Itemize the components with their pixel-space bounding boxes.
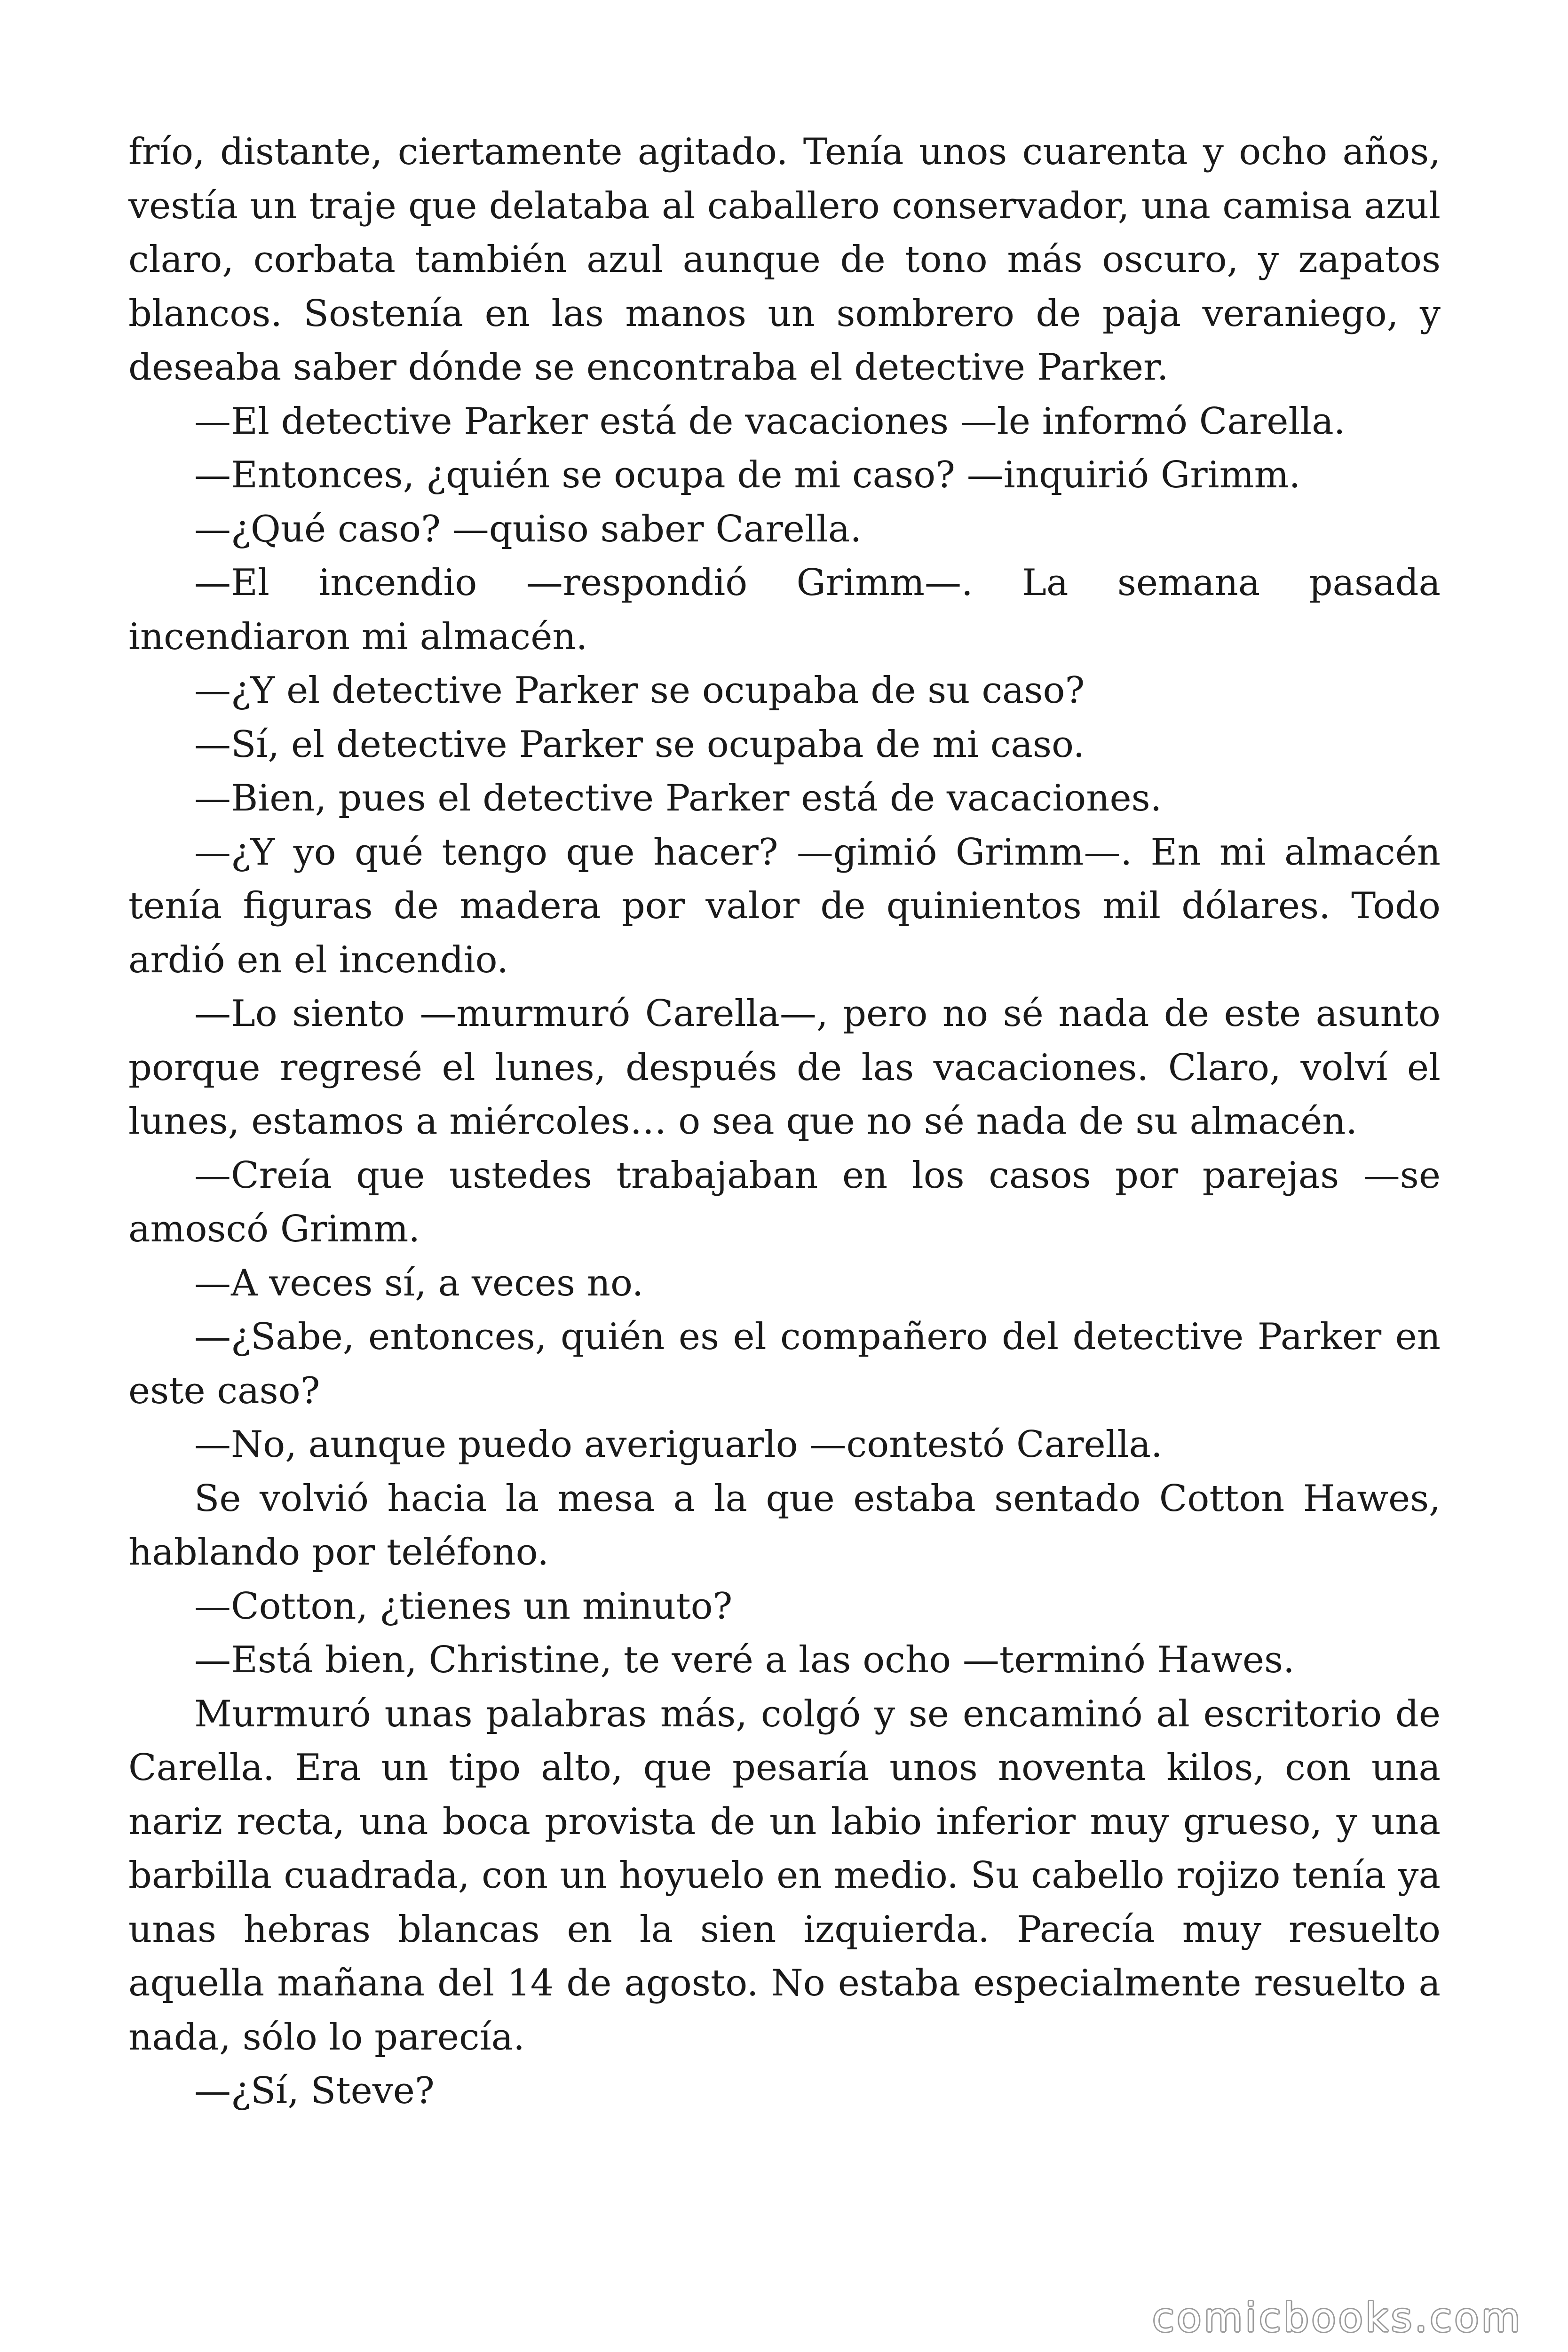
paragraph: Se volvió hacia la mesa a la que estaba sentado Cotton Hawes, hablando por teléfono. bbox=[128, 1477, 1441, 1573]
paragraph: —¿Qué caso? —quiso saber Carella. bbox=[194, 508, 862, 550]
paragraph: —No, aunque puedo averiguarlo —contestó Carella. bbox=[194, 1423, 1163, 1466]
paragraph: —¿Y el detective Parker se ocupaba de su caso? bbox=[194, 669, 1085, 712]
paragraph: —Creía que ustedes trabajaban en los casos por parejas —se amoscó Grimm. bbox=[128, 1154, 1441, 1250]
paragraph: —Cotton, ¿tienes un minuto? bbox=[194, 1585, 733, 1628]
paragraph: —El incendio —respondió Grimm—. La semana pasada incendiaron mi almacén. bbox=[128, 562, 1441, 658]
body-text bbox=[128, 125, 1441, 2118]
paragraph: —Bien, pues el detective Parker está de vacaciones. bbox=[194, 777, 1162, 819]
paragraph: frío, distante, ciertamente agitado. Tenía unos cuarenta y ocho años, vestía un traje que delataba al caballero conservador, una camisa azul claro, corbata también azul aunque de tono más oscuro, y zapatos blancos. Sostenía en las manos un sombrero de paja veraniego, y deseaba saber dónde se encontraba el detective Parker. bbox=[128, 131, 1441, 389]
paragraph: —¿Sabe, entonces, quién es el compañero del detective Parker en este caso? bbox=[128, 1316, 1441, 1412]
paragraph: —El detective Parker está de vacaciones —le informó Carella. bbox=[194, 400, 1346, 443]
paragraph: —A veces sí, a veces no. bbox=[194, 1262, 644, 1304]
paragraph: —Lo siento —murmuró Carella—, pero no sé nada de este asunto porque regresé el lunes, después de las vacaciones. Claro, volví el lunes, estamos a miércoles… o sea que no sé nada de su almacén. bbox=[128, 993, 1441, 1143]
paragraph: —Sí, el detective Parker se ocupaba de mi caso. bbox=[194, 723, 1085, 766]
paragraph: —Está bien, Christine, te veré a las ocho —terminó Hawes. bbox=[194, 1639, 1295, 1681]
paragraph: —Entonces, ¿quién se ocupa de mi caso? —inquirió Grimm. bbox=[194, 454, 1301, 496]
watermark: comicbooks.com bbox=[1152, 2295, 1523, 2341]
paragraph: Murmuró unas palabras más, colgó y se encaminó al escritorio de Carella. Era un tipo alto, que pesaría unos noventa kilos, con una nariz recta, una boca provista de un labio inferior muy grueso, y una barbilla cuadrada, con un hoyuelo en medio. Su cabello rojizo tenía ya unas hebras blancas en la sien izquierda. Parecía muy resuelto aquella mañana del 14 de agosto. No estaba especialmente resuelto a nada, sólo lo parecía. bbox=[128, 1692, 1441, 2058]
paragraph: —¿Y yo qué tengo que hacer? —gimió Grimm—. En mi almacén tenía figuras de madera por valor de quinientos mil dólares. Todo ardió en el incendio. bbox=[128, 831, 1441, 981]
paragraph: —¿Sí, Steve? bbox=[194, 2070, 435, 2112]
